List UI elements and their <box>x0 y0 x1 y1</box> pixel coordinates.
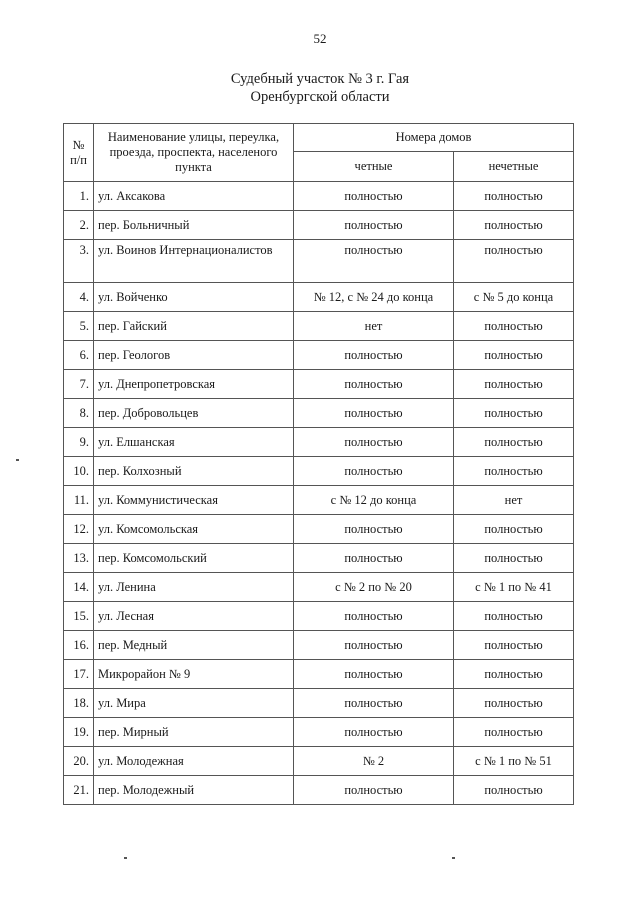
street-name: ул. Молодежная <box>94 747 294 776</box>
table-header <box>64 124 574 182</box>
odd-houses: с № 1 по № 41 <box>454 573 574 602</box>
table-row <box>64 182 574 211</box>
street-name: пер. Гайский <box>94 312 294 341</box>
even-houses: полностью <box>294 718 454 747</box>
title-line-2: Оренбургской области <box>250 89 390 105</box>
table-row <box>64 747 574 776</box>
odd-houses: с № 1 по № 51 <box>454 747 574 776</box>
odd-houses: полностью <box>454 660 574 689</box>
row-number: 3. <box>64 240 94 283</box>
street-name: пер. Молодежный <box>94 776 294 805</box>
row-number: 5. <box>64 312 94 341</box>
table-row <box>64 457 574 486</box>
street-name: ул. Войченко <box>94 283 294 312</box>
odd-houses: полностью <box>454 399 574 428</box>
even-houses: полностью <box>294 515 454 544</box>
street-name: пер. Колхозный <box>94 457 294 486</box>
even-houses: полностью <box>294 631 454 660</box>
table-row <box>64 312 574 341</box>
header-houses: Номера домов <box>294 124 574 152</box>
table-row <box>64 660 574 689</box>
odd-houses: полностью <box>454 457 574 486</box>
street-name: ул. Аксакова <box>94 182 294 211</box>
odd-houses: полностью <box>454 544 574 573</box>
odd-houses: с № 5 до конца <box>454 283 574 312</box>
street-name: пер. Мирный <box>94 718 294 747</box>
even-houses: полностью <box>294 660 454 689</box>
header-odd: нечетные <box>454 152 574 182</box>
row-number: 21. <box>64 776 94 805</box>
table-row <box>64 428 574 457</box>
table-row <box>64 515 574 544</box>
street-name: пер. Геологов <box>94 341 294 370</box>
even-houses: полностью <box>294 341 454 370</box>
street-name: ул. Елшанская <box>94 428 294 457</box>
row-number: 7. <box>64 370 94 399</box>
odd-houses: полностью <box>454 341 574 370</box>
header-num: № п/п <box>64 124 94 182</box>
odd-houses: полностью <box>454 689 574 718</box>
row-number: 9. <box>64 428 94 457</box>
odd-houses: полностью <box>454 718 574 747</box>
header-even: четные <box>294 152 454 182</box>
even-houses: с № 12 до конца <box>294 486 454 515</box>
document-title <box>0 70 640 106</box>
row-number: 14. <box>64 573 94 602</box>
odd-houses: полностью <box>454 312 574 341</box>
street-name: ул. Воинов Интернационалистов <box>94 240 294 283</box>
row-number: 17. <box>64 660 94 689</box>
odd-houses: полностью <box>454 602 574 631</box>
table-row <box>64 341 574 370</box>
even-houses: полностью <box>294 428 454 457</box>
row-number: 16. <box>64 631 94 660</box>
table-row <box>64 602 574 631</box>
table-row <box>64 240 574 283</box>
table-row <box>64 689 574 718</box>
row-number: 4. <box>64 283 94 312</box>
odd-houses: полностью <box>454 370 574 399</box>
street-name: пер. Добровольцев <box>94 399 294 428</box>
row-number: 11. <box>64 486 94 515</box>
even-houses: полностью <box>294 399 454 428</box>
even-houses: с № 2 по № 20 <box>294 573 454 602</box>
row-number: 19. <box>64 718 94 747</box>
even-houses: полностью <box>294 776 454 805</box>
row-number: 13. <box>64 544 94 573</box>
even-houses: полностью <box>294 689 454 718</box>
street-name: ул. Лесная <box>94 602 294 631</box>
header-name: Наименование улицы, переулка, проезда, проспекта, населеного пункта <box>94 124 294 182</box>
table-row <box>64 399 574 428</box>
even-houses: полностью <box>294 182 454 211</box>
odd-houses: полностью <box>454 211 574 240</box>
street-name: пер. Комсомольский <box>94 544 294 573</box>
even-houses: № 12, с № 24 до конца <box>294 283 454 312</box>
scan-speck <box>452 857 455 859</box>
row-number: 15. <box>64 602 94 631</box>
scan-speck <box>124 857 127 859</box>
street-name: ул. Ленина <box>94 573 294 602</box>
even-houses: полностью <box>294 544 454 573</box>
street-name: пер. Больничный <box>94 211 294 240</box>
streets-table <box>63 123 574 805</box>
odd-houses: полностью <box>454 776 574 805</box>
row-number: 8. <box>64 399 94 428</box>
even-houses: полностью <box>294 240 454 283</box>
row-number: 12. <box>64 515 94 544</box>
title-line-1: Судебный участок № 3 г. Гая <box>230 71 410 87</box>
street-name: ул. Днепропетровская <box>94 370 294 399</box>
scan-speck <box>16 459 19 461</box>
odd-houses: полностью <box>454 631 574 660</box>
row-number: 1. <box>64 182 94 211</box>
odd-houses: полностью <box>454 240 574 283</box>
odd-houses: полностью <box>454 182 574 211</box>
odd-houses: полностью <box>454 428 574 457</box>
even-houses: полностью <box>294 602 454 631</box>
odd-houses: полностью <box>454 515 574 544</box>
row-number: 6. <box>64 341 94 370</box>
table-row <box>64 211 574 240</box>
even-houses: полностью <box>294 211 454 240</box>
row-number: 18. <box>64 689 94 718</box>
street-name: Микрорайон № 9 <box>94 660 294 689</box>
row-number: 2. <box>64 211 94 240</box>
table-row <box>64 486 574 515</box>
even-houses: полностью <box>294 457 454 486</box>
street-name: ул. Комсомольская <box>94 515 294 544</box>
table-body <box>64 182 574 805</box>
table-row <box>64 776 574 805</box>
row-number: 10. <box>64 457 94 486</box>
table-row <box>64 573 574 602</box>
street-name: ул. Коммунистическая <box>94 486 294 515</box>
even-houses: полностью <box>294 370 454 399</box>
street-name: ул. Мира <box>94 689 294 718</box>
table-row <box>64 370 574 399</box>
table-row <box>64 718 574 747</box>
page-number: 52 <box>313 31 327 46</box>
street-name: пер. Медный <box>94 631 294 660</box>
odd-houses: нет <box>454 486 574 515</box>
table-row <box>64 544 574 573</box>
even-houses: нет <box>294 312 454 341</box>
row-number: 20. <box>64 747 94 776</box>
even-houses: № 2 <box>294 747 454 776</box>
table-row <box>64 283 574 312</box>
table-row <box>64 631 574 660</box>
